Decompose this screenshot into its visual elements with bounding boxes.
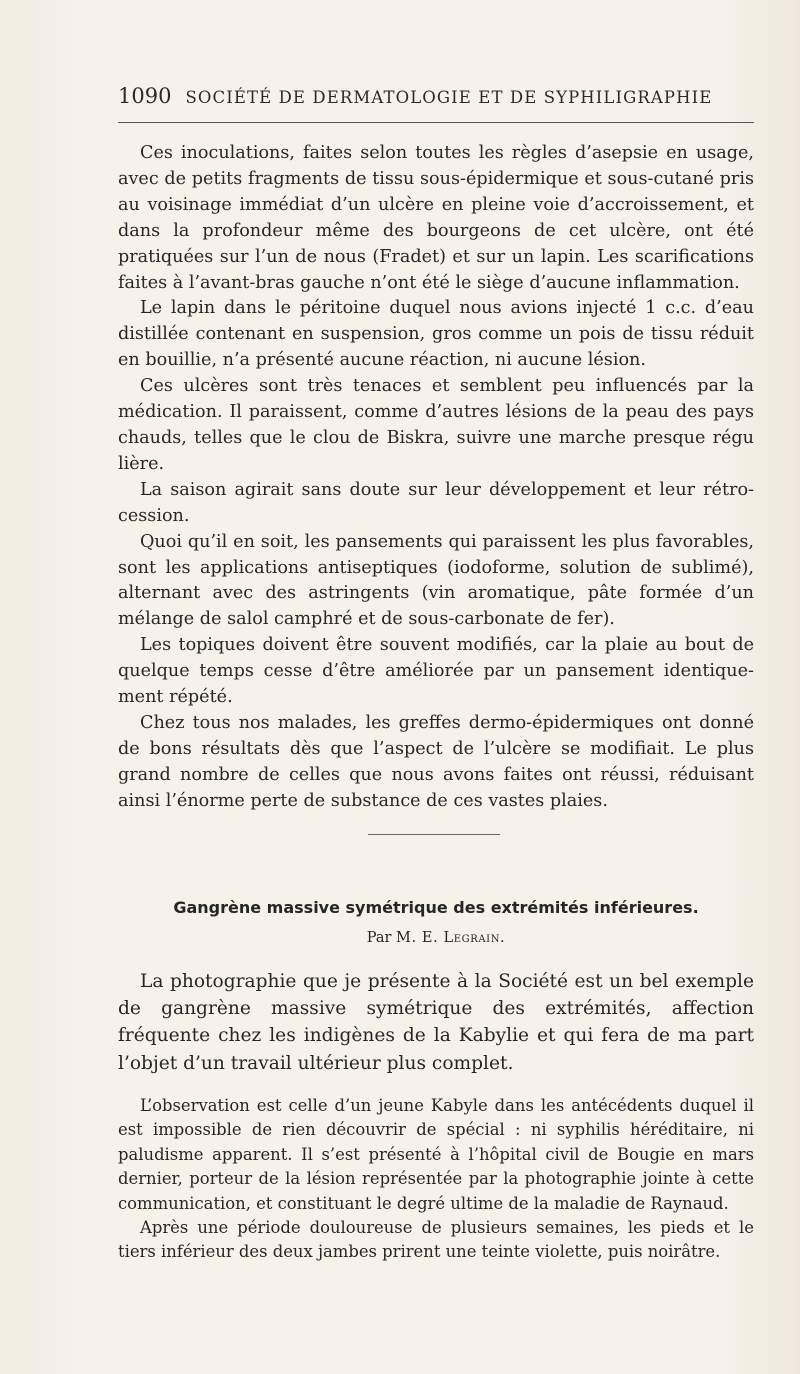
intro-paragraph: La photographie que je présente à la Société est un bel exemple de gangrène massive symétrique des extrémités, affection fréquente chez les indigènes de la Kabylie et qui fera de ma part l’objet d’un travail ultérieur plus complet. <box>118 971 754 1074</box>
section-title: Gangrène massive symétrique des extrémités inférieures. <box>173 898 699 917</box>
paragraph: La saison agirait sans doute sur leur développement et leur rétro-cession. <box>118 479 754 526</box>
page-number: 1090 <box>118 84 172 108</box>
paragraph: L’observation est celle d’un jeune Kabyle dans les antécédents duquel il est impossible de rien découvrir de spécial : ni syphilis héréditaire, ni paludisme apparent. Il s’est présenté à l’hôpital civil de Bougie en mars dernier, porteur de la lésion représentée par la photographie jointe à cette communication, et constituant le degré ultime de la maladie de Raynaud. <box>118 1096 754 1213</box>
paragraph: Après une période douloureuse de plusieurs semaines, les pieds et le tiers inférieur des deux jambes prirent une teinte violette, puis noirâtre. <box>118 1218 754 1262</box>
paragraph: Ces ulcères sont très tenaces et semblent peu influencés par la médication. Il paraissent, comme d’autres lésions de la peau des pays chauds, telles que le clou de Biskra, suivre une marche presque régu lière. <box>118 376 754 474</box>
header-rule <box>118 122 754 123</box>
byline-author: M. E. Legrain. <box>396 930 506 946</box>
paragraph: Chez tous nos malades, les greffes dermo-épidermiques ont donné de bons résultats dès que l’aspect de l’ulcère se modifiait. Le plus grand nombre de celles que nous avons faites ont réussi, réduisant ainsi l’énorme perte de substance de ces vastes plaies. <box>118 712 754 811</box>
running-title: SOCIÉTÉ DE DERMATOLOGIE ET DE SYPHILIGRAPHIE <box>185 88 713 107</box>
section-2-intro <box>118 968 754 1077</box>
section-separator <box>368 834 500 835</box>
byline <box>118 930 754 946</box>
paragraph: Le lapin dans le péritoine duquel nous avions injecté 1 c.c. d’eau distillée contenant en suspension, gros comme un pois de tissu réduit en bouillie, n’a présenté aucune réaction, ni aucune lésion. <box>118 298 754 371</box>
byline-prefix: Par <box>366 930 392 946</box>
paragraph: Les topiques doivent être souvent modifiés, car la plaie au bout de quelque temps cesse d’être améliorée par un pansement identique-ment répété. <box>118 635 754 708</box>
section-1-body <box>118 141 754 815</box>
paragraph: Ces inoculations, faites selon toutes les règles d’asepsie en usage, avec de petits fragments de tissu sous-épidermique et sous-cutané pris au voisinage immédiat d’un ulcère en pleine voie d’accroissement, et dans la profondeur même des bourgeons de cet ulcère, ont été pratiquées sur l’un de nous (Fradet) et sur un lapin. Les scarifications faites à l’avant-bras gauche n’ont été le siège d’aucune inflammation. <box>118 143 754 293</box>
section-2-body <box>118 1094 754 1265</box>
paragraph: Quoi qu’il en soit, les pansements qui paraissent les plus favorables, sont les applications antiseptiques (iodoforme, solution de sublimé), alternant avec des astringents (vin aromatique, pâte formée d’un mélange de salol camphré et de sous-carbonate de fer). <box>118 531 754 630</box>
page-header <box>118 84 754 108</box>
